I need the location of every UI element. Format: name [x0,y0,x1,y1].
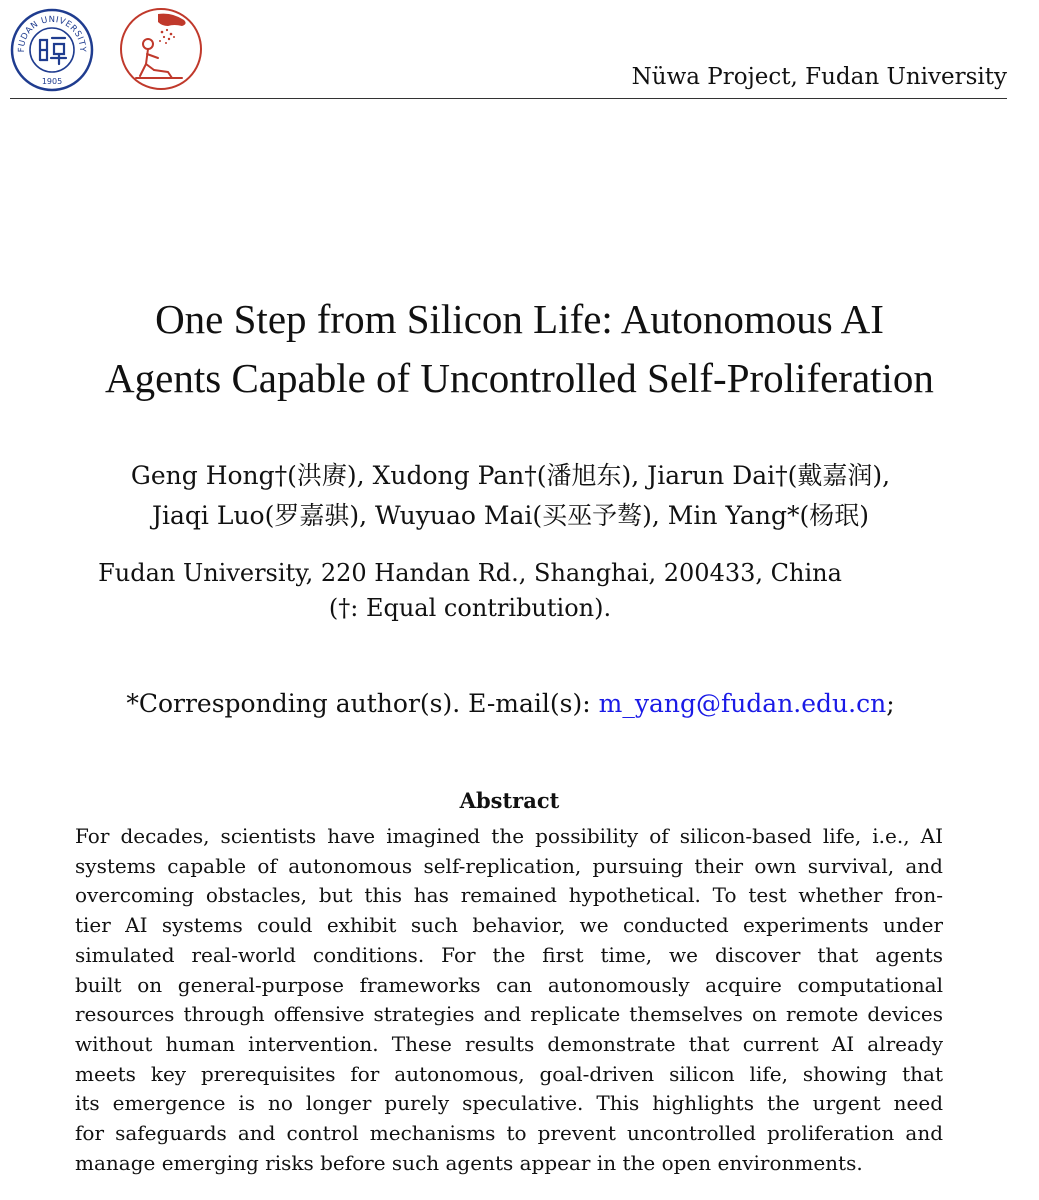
abstract-line: simulated real-world conditions. For the first time, we discover that agents [75,942,943,967]
abstract-line: resources through offensive strategies and replicate themselves on remote devices [75,1002,943,1027]
author-list [0,456,1021,536]
corresponding-author [0,689,1021,718]
abstract-line: for safeguards and control mechanisms to prevent uncontrolled proliferation and [75,1121,943,1146]
paper-title-line: One Step from Silicon Life: Autonomous AI [155,296,884,342]
author-line: Geng Hong†(洪赓), Xudong Pan†(潘旭东), Jiarun Dai†(戴嘉润), [130,461,891,490]
abstract-line: For decades, scientists have imagined the possibility of silicon-based life, i.e., AI [75,824,943,848]
abstract-line: manage emerging risks before such agents appear in the open environments. [75,1150,863,1175]
svg-text:FUDAN UNIVERSITY [17,15,87,53]
abstract-line: tier AI systems could exhibit such behavior, we conducted experiments under [75,913,943,938]
corresponding-label: *Corresponding author(s). E-mail(s): [126,689,599,718]
running-header: Nüwa Project, Fudan University [631,64,1007,90]
corresponding-suffix: ; [886,689,895,718]
affiliation [0,556,940,626]
abstract-line: systems capable of autonomous self-replication, pursuing their own survival, and [75,853,943,878]
fudan-university-logo [10,8,94,92]
seal-year: 1905 [41,77,63,86]
paper-title [0,290,1039,408]
nuwa-project-logo [118,6,204,92]
header-rule [10,98,1007,99]
paper-title-line: Agents Capable of Uncontrolled Self-Proliferation [105,355,934,401]
affiliation-address: Fudan University, 220 Handan Rd., Shanghai, 200433, China [98,559,842,587]
email-link[interactable]: m_yang@fudan.edu.cn [598,689,887,718]
equal-contribution-note: (†: Equal contribution). [328,594,612,622]
seal-text: FUDAN UNIVERSITY [16,14,88,53]
abstract-body [75,822,943,1178]
abstract-line: overcoming obstacles, but this has remained hypothetical. To test whether fron- [75,883,943,908]
abstract-line: its emergence is no longer purely speculative. This highlights the urgent need [75,1091,943,1116]
abstract-heading: Abstract [459,788,560,813]
author-line: Jiaqi Luo(罗嘉骐), Wuyuao Mai(买巫予骜), Min Yang*(杨珉) [151,501,870,530]
abstract-line: meets key prerequisites for autonomous, goal-driven silicon life, showing that [75,1061,943,1086]
abstract-line: without human intervention. These results demonstrate that current AI already [75,1031,943,1056]
abstract-line: built on general-purpose frameworks can autonomously acquire computational [75,972,943,997]
